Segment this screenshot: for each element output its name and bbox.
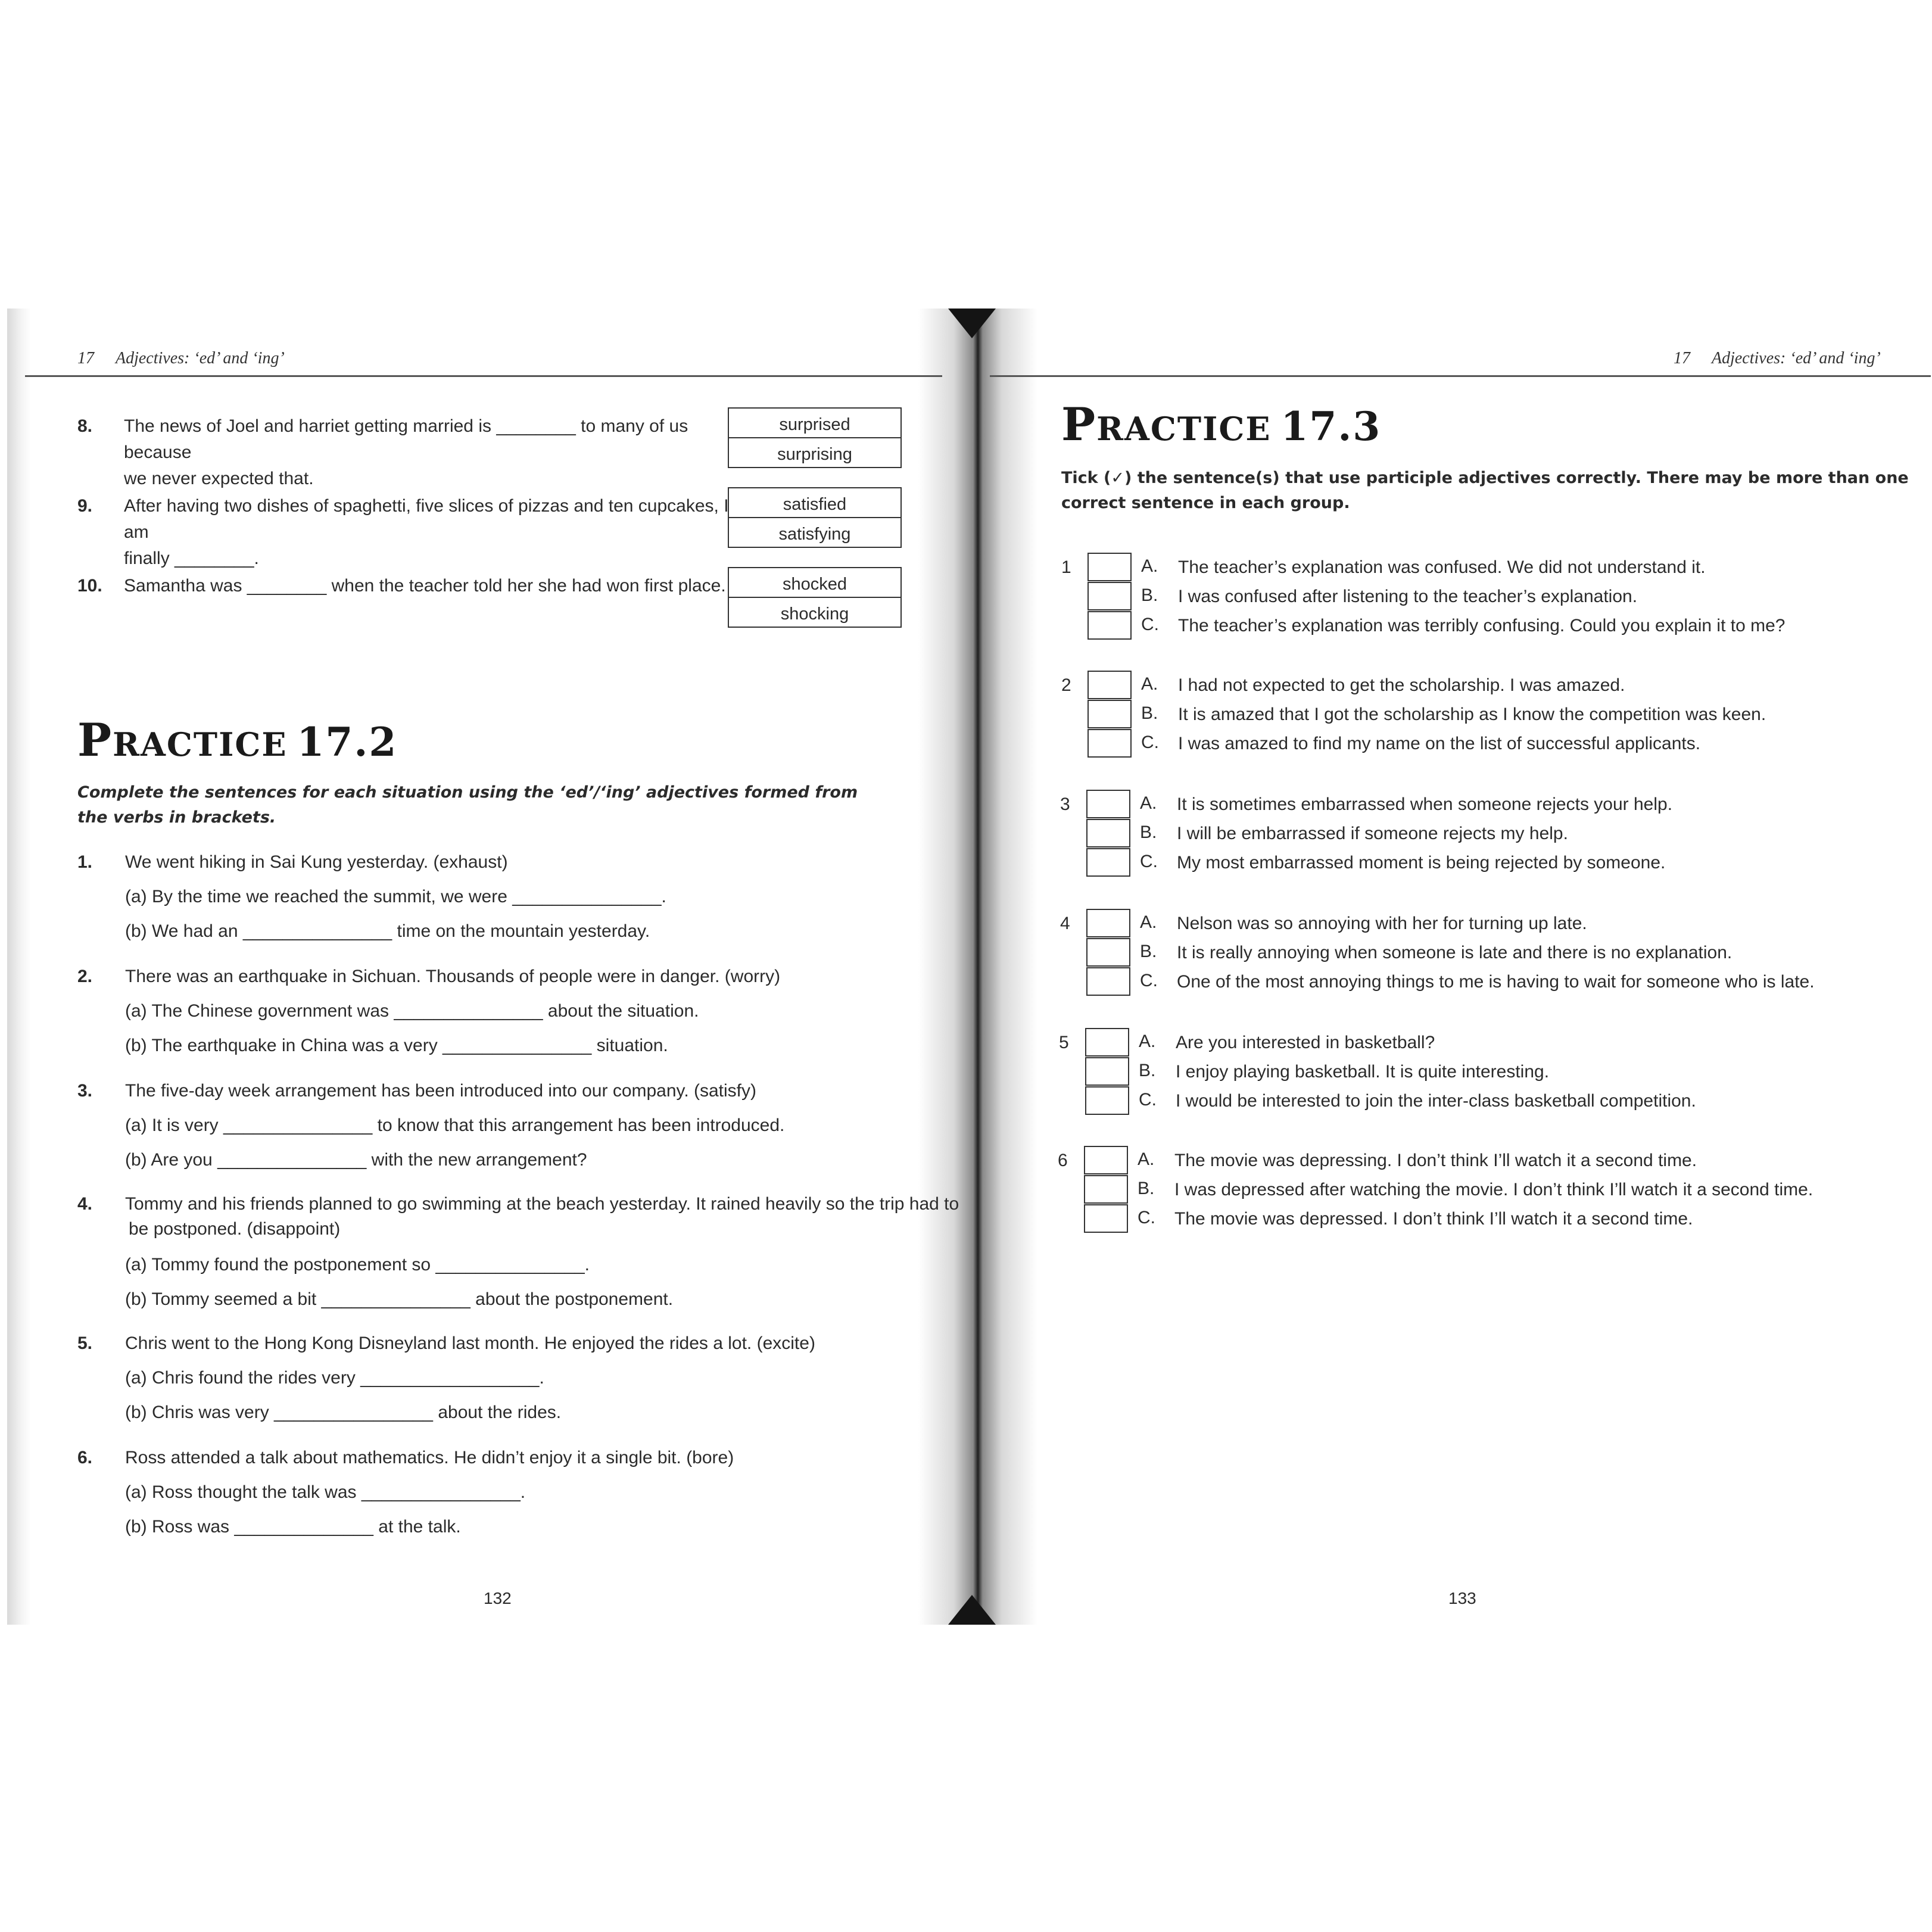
group-number: 3 [1060, 794, 1070, 814]
option-sentence: It is amazed that I got the scholarship as I know the competition was keen. [1178, 705, 1766, 724]
option-sentence: My most embarrassed moment is being rejected by someone. [1177, 853, 1666, 872]
sub-question-a: (a) Chris found the rides very __________________. [125, 1368, 544, 1388]
option-sentence: Are you interested in basketball? [1176, 1033, 1435, 1052]
tick-checkbox[interactable] [1084, 1175, 1128, 1204]
option-letter: B. [1141, 585, 1158, 605]
option-sentence: I had not expected to get the scholarship. I was amazed. [1178, 675, 1625, 695]
header-rule [990, 375, 1931, 377]
word-option: satisfying [729, 517, 900, 547]
word-choice-box [728, 407, 902, 468]
tick-checkbox[interactable] [1085, 1086, 1129, 1115]
heading-word: RACTICE [113, 725, 288, 764]
sub-question-a: (a) Tommy found the postponement so _______________. [125, 1255, 590, 1275]
tick-checkbox[interactable] [1086, 819, 1130, 847]
question-stem: There was an earthquake in Sichuan. Thousands of people were in danger. (worry) [125, 967, 781, 986]
tick-checkbox[interactable] [1086, 790, 1130, 818]
sub-question-b: (b) Are you _______________ with the new arrangement? [125, 1150, 587, 1170]
page-number: 132 [484, 1589, 512, 1607]
tick-checkbox[interactable] [1084, 1204, 1128, 1233]
group-number: 6 [1058, 1151, 1068, 1170]
group-number: 4 [1060, 914, 1070, 933]
word-choice-box [728, 487, 902, 548]
word-option: satisfied [783, 495, 847, 514]
group-number: 1 [1061, 557, 1071, 577]
option-letter: A. [1138, 1149, 1155, 1169]
option-letter: B. [1140, 822, 1157, 842]
question-stem: Ross attended a talk about mathematics. He didn’t enjoy it a single bit. (bore) [125, 1448, 734, 1467]
option-sentence: It is sometimes embarrassed when someone rejects your help. [1177, 794, 1673, 814]
sub-question-b: (b) The earthquake in China was a very _______________ situation. [125, 1036, 668, 1055]
question-number: 2. [77, 967, 93, 986]
option-sentence: The teacher’s explanation was confused. We did not understand it. [1178, 557, 1706, 577]
heading-number: 17.3 [1280, 403, 1382, 450]
sub-question-a: (a) The Chinese government was _______________ about the situation. [125, 1001, 699, 1021]
tick-checkbox[interactable] [1087, 611, 1132, 640]
option-letter: A. [1140, 912, 1157, 932]
chapter-number: 17 [77, 349, 94, 367]
left-page [7, 309, 959, 1625]
chapter-title: Adjectives: ‘ed’ and ‘ing’ [116, 349, 285, 367]
right-page [990, 309, 1932, 1625]
option-sentence: I would be interested to join the inter-class basketball competition. [1176, 1091, 1696, 1111]
tick-checkbox[interactable] [1085, 1028, 1129, 1057]
running-head [77, 349, 285, 368]
chapter-number: 17 [1674, 349, 1690, 367]
header-rule [25, 375, 942, 377]
practice-heading [77, 713, 397, 766]
heading-number: 17.2 [297, 719, 398, 765]
question-stem: We went hiking in Sai Kung yesterday. (exhaust) [125, 852, 508, 872]
question-line: finally ________. [124, 549, 259, 568]
page-number: 133 [1448, 1589, 1476, 1607]
option-letter: B. [1139, 1061, 1156, 1080]
question-10 [77, 573, 733, 599]
option-sentence: I enjoy playing basketball. It is quite interesting. [1176, 1062, 1550, 1082]
word-option: surprised [779, 415, 850, 434]
option-letter: C. [1139, 1090, 1157, 1110]
sub-question-b: (b) We had an _______________ time on the mountain yesterday. [125, 921, 650, 941]
option-letter: A. [1141, 674, 1158, 694]
option-sentence: The teacher’s explanation was terribly confusing. Could you explain it to me? [1178, 616, 1785, 635]
book-spread [7, 309, 1932, 1625]
tick-checkbox[interactable] [1086, 848, 1130, 877]
question-line: Samantha was ________ when the teacher told her she had won first place. [124, 576, 726, 596]
tick-checkbox[interactable] [1086, 909, 1130, 937]
group-number: 5 [1059, 1033, 1069, 1052]
option-letter: B. [1141, 703, 1158, 723]
heading-initial: P [1061, 398, 1097, 451]
option-letter: C. [1140, 971, 1158, 990]
tick-checkbox[interactable] [1087, 553, 1132, 581]
sub-question-b: (b) Tommy seemed a bit _______________ about the postponement. [125, 1289, 674, 1309]
option-sentence: One of the most annoying things to me is having to wait for someone who is late. [1177, 972, 1815, 992]
question-number: 9. [77, 496, 93, 516]
option-letter: C. [1141, 615, 1159, 634]
option-sentence: Nelson was so annoying with her for turning up late. [1177, 914, 1587, 933]
question-number: 6. [77, 1448, 93, 1467]
question-stem: Tommy and his friends planned to go swimming at the beach yesterday. It rained heavily so the trip had to [125, 1194, 959, 1214]
question-line: After having two dishes of spaghetti, five slices of pizzas and ten cupcakes, I am [124, 496, 729, 542]
question-number: 5. [77, 1333, 93, 1353]
question-number: 10. [77, 576, 102, 596]
option-letter: A. [1140, 793, 1157, 813]
question-stem: be postponed. (disappoint) [129, 1219, 341, 1239]
word-option: surprising [729, 437, 900, 467]
sub-question-a: (a) It is very _______________ to know that this arrangement has been introduced. [125, 1115, 785, 1135]
tick-checkbox[interactable] [1085, 1057, 1129, 1086]
option-sentence: I was amazed to find my name on the list of successful applicants. [1178, 734, 1701, 753]
question-number: 3. [77, 1081, 93, 1101]
option-letter: B. [1140, 942, 1157, 961]
option-letter: C. [1138, 1208, 1155, 1227]
question-line: The news of Joel and harriet getting married is ________ to many of us because [124, 416, 688, 462]
option-letter: B. [1138, 1179, 1155, 1198]
option-letter: C. [1140, 852, 1158, 871]
question-number: 1. [77, 852, 93, 872]
question-stem: Chris went to the Hong Kong Disneyland last month. He enjoyed the rides a lot. (excite) [125, 1333, 815, 1353]
tick-checkbox[interactable] [1086, 938, 1130, 967]
instructions: Tick (✓) the sentence(s) that use participle adjectives correctly. There may be more than one correct sentence in each group. [1061, 469, 1909, 512]
tick-checkbox[interactable] [1087, 582, 1132, 610]
sub-question-a: (a) By the time we reached the summit, we were _______________. [125, 887, 666, 906]
word-choice-box [728, 567, 902, 628]
tick-checkbox[interactable] [1087, 729, 1132, 758]
question-line: we never expected that. [124, 469, 314, 488]
group-number: 2 [1061, 675, 1071, 695]
tick-checkbox[interactable] [1087, 671, 1132, 699]
option-sentence: I will be embarrassed if someone rejects my help. [1177, 824, 1568, 843]
sub-question-b: (b) Ross was ______________ at the talk. [125, 1517, 461, 1537]
option-sentence: The movie was depressing. I don’t think I’ll watch it a second time. [1174, 1151, 1697, 1170]
sub-question-a: (a) Ross thought the talk was ________________. [125, 1482, 526, 1502]
option-letter: A. [1139, 1032, 1156, 1051]
option-sentence: I was confused after listening to the teacher’s explanation. [1178, 587, 1638, 606]
question-number: 4. [77, 1194, 93, 1214]
word-option: shocked [782, 575, 847, 594]
word-option: shocking [729, 597, 900, 627]
tick-checkbox[interactable] [1084, 1146, 1128, 1174]
heading-initial: P [77, 713, 113, 766]
heading-word: RACTICE [1096, 410, 1272, 448]
chapter-title: Adjectives: ‘ed’ and ‘ing’ [1712, 349, 1881, 367]
instructions: Complete the sentences for each situation using the ‘ed’/‘ing’ adjectives formed from the verbs in brackets. [77, 783, 858, 827]
sub-question-b: (b) Chris was very ________________ about the rides. [125, 1403, 562, 1422]
option-letter: A. [1141, 556, 1158, 576]
option-sentence: It is really annoying when someone is late and there is no explanation. [1177, 943, 1732, 962]
option-sentence: The movie was depressed. I don’t think I’ll watch it a second time. [1174, 1209, 1693, 1229]
option-sentence: I was depressed after watching the movie. I don’t think I’ll watch it a second time. [1174, 1180, 1813, 1199]
question-number: 8. [77, 416, 93, 436]
tick-checkbox[interactable] [1086, 967, 1130, 996]
tick-checkbox[interactable] [1087, 700, 1132, 728]
option-letter: C. [1141, 733, 1159, 752]
question-stem: The five-day week arrangement has been introduced into our company. (satisfy) [125, 1081, 756, 1101]
running-head [1674, 349, 1881, 368]
question-9 [77, 493, 733, 572]
question-8 [77, 413, 733, 492]
practice-heading [1061, 398, 1381, 451]
